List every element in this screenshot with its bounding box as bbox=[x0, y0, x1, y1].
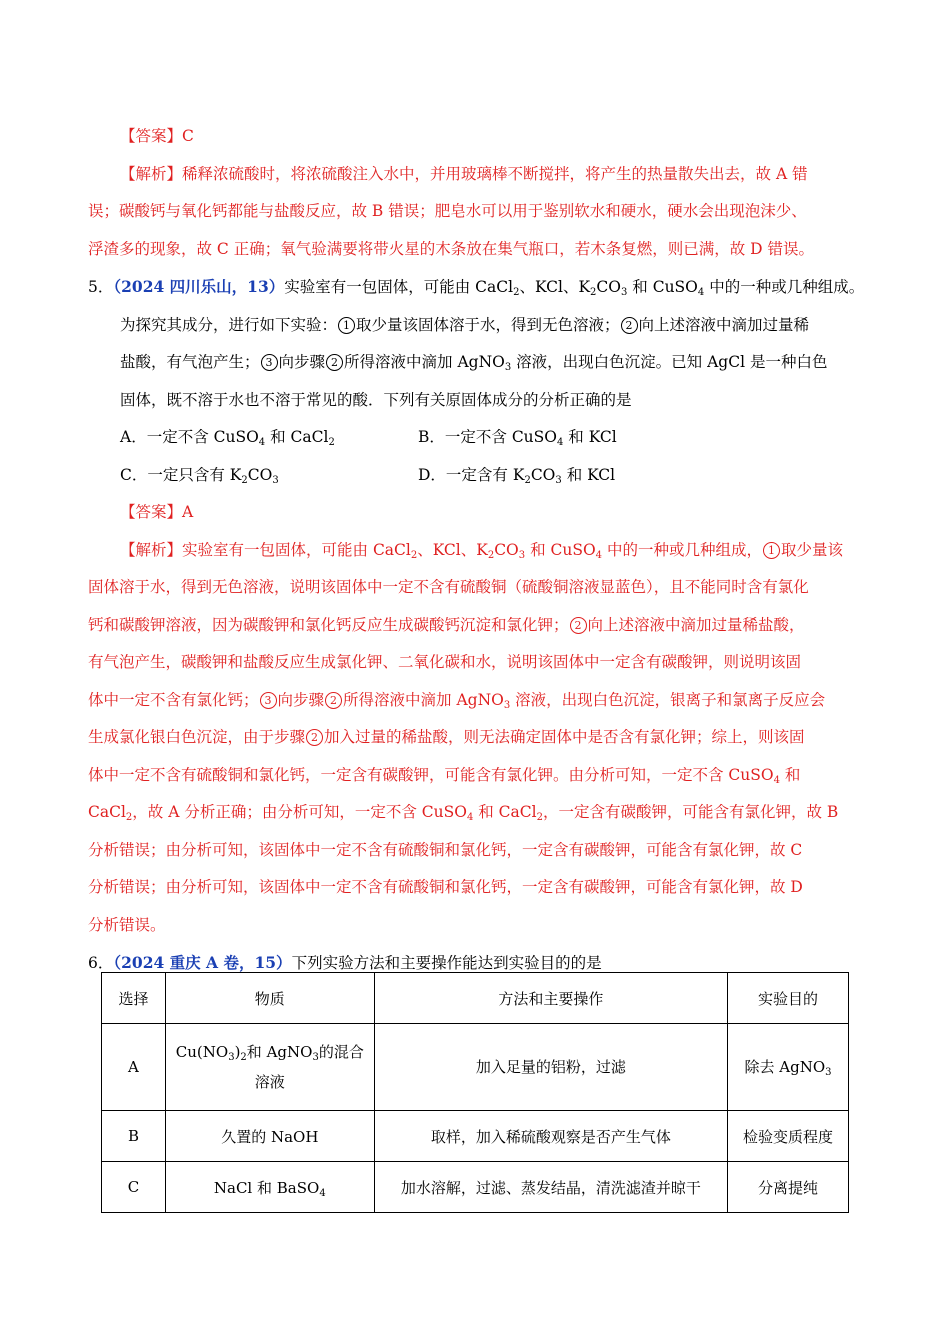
q4-analysis-line-1: 【解析】稀释浓硫酸时，将浓硫酸注入水中，并用玻璃棒不断搅拌，将产生的热量散失出去，故 A 错 bbox=[120, 164, 808, 183]
substance-cell: $Cu(NO_3)_2$和 AgNO$_3$的混合 溶液 bbox=[165, 1024, 374, 1111]
q5-option-c: C．一定只含有 $K_2CO_3$ bbox=[120, 465, 279, 486]
q6-stem: 6．（2024 重庆 A 卷，15）下列实验方法和主要操作能达到实验目的的是 bbox=[88, 953, 602, 972]
q5-option-a: A．一定不含 CuSO$_4$ 和 CaCl$_2$ bbox=[120, 428, 335, 448]
substance-cell: 久置的 NaOH bbox=[165, 1111, 374, 1162]
q5-analysis-line-5: 体中一定不含有氯化钙； 3 向步骤 2 所得溶液中滴加 AgNO$_3$ 溶液，出现白色沉淀，银离子和氯离子反应会 bbox=[88, 690, 826, 711]
q5-analysis-line-1: 【解析】实验室有一包固体，可能由 CaCl$_2$、KCl、$K_2CO_3$ 和 CuSO$_4$ 中的一种或几种组成， 1 取少量该 bbox=[120, 540, 843, 561]
q4-analysis-line-3: 浮渣多的现象，故 C 正确；氧气验满要将带火星的木条放在集气瓶口，若木条复燃，则已满，故 D 错误。 bbox=[88, 239, 814, 258]
q5-options-row-2 bbox=[88, 457, 878, 495]
table-row bbox=[102, 1024, 849, 1111]
header-cell: 选择 bbox=[102, 973, 166, 1024]
q5-stem-line-2: 为探究其成分，进行如下实验： 1 取少量该固体溶于水，得到无色溶液； 2 向上述溶液中滴加过量稀 bbox=[120, 315, 810, 334]
q5-source: （2024 四川乐山，13） bbox=[113, 277, 285, 296]
header-cell: 实验目的 bbox=[728, 973, 849, 1024]
option-cell: A bbox=[102, 1024, 166, 1111]
table-header-row bbox=[102, 973, 849, 1024]
q5-answer: 【答案】A bbox=[120, 503, 194, 521]
q5-option-d: D．一定含有 $K_2CO_3$ 和 KCl bbox=[418, 465, 616, 486]
document-page bbox=[88, 118, 878, 983]
q5-analysis-line-2: 固体溶于水，得到无色溶液，说明该固体中一定不含有硫酸铜（硫酸铜溶液显蓝色），且不能同时含有氯化 bbox=[88, 578, 809, 596]
q5-analysis-line-3: 钙和碳酸钾溶液，因为碳酸钾和氯化钙反应生成碳酸钙沉淀和氯化钾； 2 向上述溶液中滴加过量稀盐酸， bbox=[88, 615, 805, 634]
table-row bbox=[102, 1111, 849, 1162]
q5-analysis-line-7: 体中一定不含有硫酸铜和氯化钙，一定含有碳酸钾，可能含有氯化钾。由分析可知，一定不含 CuSO$_4$ 和 bbox=[88, 765, 801, 786]
purpose-cell: 分离提纯 bbox=[728, 1162, 849, 1213]
q5-stem-line-3: 盐酸，有气泡产生； 3 向步骤 2 所得溶液中滴加 AgNO$_3$ 溶液，出现白色沉淀。已知 AgCl 是一种白色 bbox=[120, 353, 828, 373]
q4-analysis-line-2: 误；碳酸钙与氧化钙都能与盐酸反应，故 B 错误；肥皂水可以用于鉴别软水和硬水，硬水会出现泡沫少、 bbox=[88, 202, 807, 220]
substance-cell: NaCl 和 BaSO$_4$ bbox=[165, 1162, 374, 1213]
purpose-cell: 检验变质程度 bbox=[728, 1111, 849, 1162]
q5-option-b: B．一定不含 CuSO$_4$ 和 KCl bbox=[418, 428, 617, 448]
q5-stem-line-4: 固体，既不溶于水也不溶于常见的酸．下列有关原固体成分的分析正确的是 bbox=[120, 390, 632, 409]
purpose-cell: 除去 AgNO$_3$ bbox=[728, 1024, 849, 1111]
header-cell: 方法和主要操作 bbox=[374, 973, 727, 1024]
header-cell: 物质 bbox=[165, 973, 374, 1024]
table-row bbox=[102, 1162, 849, 1213]
q5-analysis-line-10: 分析错误；由分析可知，该固体中一定不含有硫酸铜和氯化钙，一定含有碳酸钾，可能含有氯化钾，故 D bbox=[88, 878, 803, 896]
q5-analysis-line-11: 分析错误。 bbox=[88, 915, 166, 934]
q5-options-row-1 bbox=[88, 419, 878, 457]
method-cell: 加水溶解，过滤、蒸发结晶，清洗滤渣并晾干 bbox=[374, 1162, 727, 1213]
method-cell: 加入足量的铝粉，过滤 bbox=[374, 1024, 727, 1111]
q5-analysis-line-8: CaCl$_2$，故 A 分析正确；由分析可知，一定不含 CuSO$_4$ 和 CaCl$_2$，一定含有碳酸钾，可能含有氯化钾，故 B bbox=[88, 803, 839, 823]
q5-stem-line-1: 5．（2024 四川乐山，13）实验室有一包固体，可能由 CaCl$_2$、KCl、$K_2CO_3$ 和 CuSO$_4$ 中的一种或几种组成。 bbox=[88, 277, 865, 298]
method-cell: 取样，加入稀硫酸观察是否产生气体 bbox=[374, 1111, 727, 1162]
q5-analysis-line-9: 分析错误；由分析可知，该固体中一定不含有硫酸铜和氯化钙，一定含有碳酸钾，可能含有氯化钾，故 C bbox=[88, 840, 803, 859]
option-cell: B bbox=[102, 1111, 166, 1162]
q5-analysis-line-4: 有气泡产生，碳酸钾和盐酸反应生成氯化钾、二氧化碳和水，说明该固体中一定含有碳酸钾，则说明该固 bbox=[88, 653, 802, 671]
q5-analysis-line-6: 生成氯化银白色沉淀，由于步骤 2 加入过量的稀盐酸，则无法确定固体中是否含有氯化钾；综上，则该固 bbox=[88, 728, 805, 746]
q6-table bbox=[101, 972, 849, 1213]
option-cell: C bbox=[102, 1162, 166, 1213]
q4-answer: 【答案】C bbox=[120, 127, 194, 145]
q6-source: （2024 重庆 A 卷，15） bbox=[113, 953, 292, 972]
